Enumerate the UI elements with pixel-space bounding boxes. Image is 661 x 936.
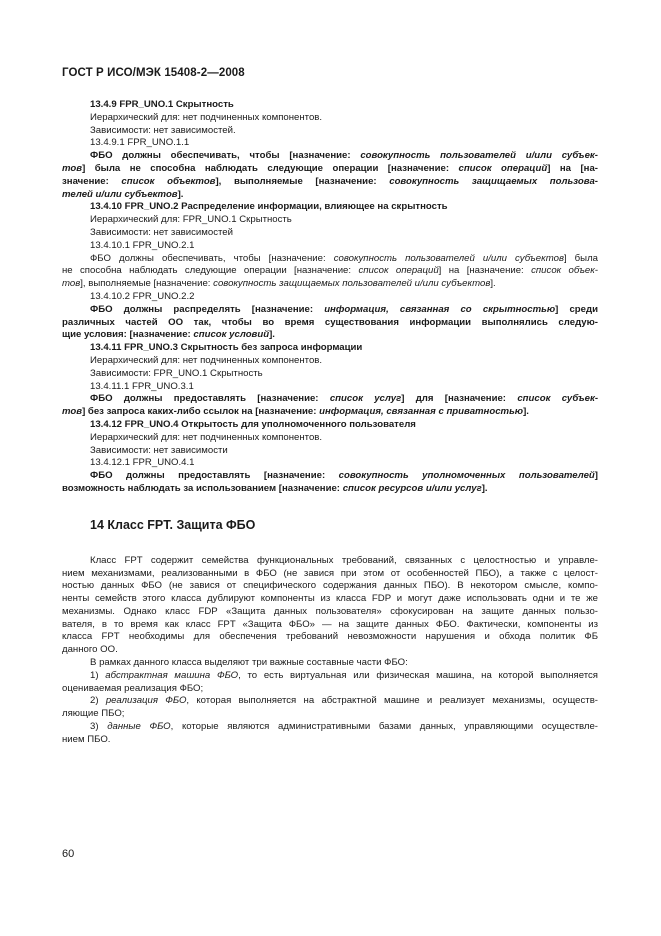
list-item: нием ПБО. [62, 733, 111, 745]
document-body [62, 99, 598, 747]
requirement-text: телей и/или субъектов]. [62, 188, 184, 200]
requirement-text: щие условия: [назначение: список условий]. [62, 329, 275, 341]
list-item: оцениваемая реализация ФБО; [62, 682, 204, 694]
requirement-text: значение: список объектов], выполняемые [назначение: совокупность защищаемых пользова- [62, 175, 598, 187]
dependencies-line: Зависимости: нет зависимости [90, 444, 228, 456]
hierarchy-line: Иерархический для: нет подчиненных компонентов. [90, 431, 323, 443]
element-id: 13.4.11.1 FPR_UNO.3.1 [90, 380, 194, 392]
requirement-text: ФБО должны обеспечивать, чтобы [назначение: совокупность пользователей и/или субъектов] была [90, 252, 599, 264]
hierarchy-line: Иерархический для: нет подчиненных компонентов. [90, 111, 323, 123]
paragraph-line: ненты семейств этого класса дублируют компоненты из класса FDP и могут даже использовать одни и те же [62, 593, 598, 605]
component-heading: 13.4.10 FPR_UNO.2 Распределение информации, влияющее на скрытность [90, 201, 448, 213]
requirement-text: тов], выполняемые [назначение: совокупность защищаемых пользователей и/или субъектов]. [62, 278, 496, 290]
component-heading: 13.4.9 FPR_UNO.1 Скрытность [90, 99, 234, 110]
paragraph-line: В рамках данного класса выделяют три важные составные части ФБО: [90, 657, 408, 669]
list-item: 3) данные ФБО, которые являются административными базами данных, управляющими осуществле- [90, 721, 598, 733]
list-item: ляющие ПБО; [62, 708, 125, 720]
paragraph-line: класса FPT необходимы для обеспечения требований невозможности нарушения и обхода политик ФБ [62, 631, 598, 643]
list-item: 1) абстрактная машина ФБО, то есть виртуальная или физическая машина, на которой выполняется [90, 669, 598, 681]
requirement-text: ФБО должны предоставлять [назначение: совокупность уполномоченных пользователей] [90, 470, 598, 482]
requirement-text: тов] без запроса каких-либо ссылок на [назначение: информация, связанная с приватностью]. [62, 406, 529, 418]
dependencies-line: Зависимости: нет зависимостей [90, 226, 233, 238]
hierarchy-line: Иерархический для: нет подчиненных компонентов. [90, 354, 323, 366]
requirement-text: ФБО должны распределять [назначение: информация, связанная со скрытностью] среди [90, 303, 598, 315]
paragraph-line: нием механизмами, реализованными в ФБО (не завися при этом от особенностей ПБО), а также с целост- [62, 567, 598, 579]
paragraph-line: механизмы. Однако класс FDP «Защита данных пользователя» сфокусирован на защите данных пользо- [62, 605, 598, 617]
requirement-text: возможность наблюдать за использованием [назначение: список ресурсов и/или услуг]. [62, 482, 488, 494]
paragraph-line: ностью данных ФБО (не завися от специфического содержания данных ПБО). В некотором смысле, компо- [62, 580, 598, 592]
element-id: 13.4.9.1 FPR_UNO.1.1 [90, 137, 190, 149]
page-header: ГОСТ Р ИСО/МЭК 15408-2—2008 [62, 67, 245, 79]
component-heading: 13.4.12 FPR_UNO.4 Открытость для уполномоченного пользователя [90, 418, 416, 430]
requirement-text: различных частей ОО так, чтобы во время существования информации выполнялись следую- [62, 316, 598, 328]
requirement-text: ФБО должны предоставлять [назначение: список услуг] для [назначение: список субъек- [90, 393, 599, 405]
paragraph-line: данного ОО. [62, 644, 118, 656]
paragraph-line: вателя, в то время как класс FPT «Защита ФБО» — на защите данных ФБО. Фактически, компоненты из [62, 618, 598, 630]
section-title: 14 Класс FPT. Защита ФБО [90, 517, 256, 532]
paragraph-line: Класс FPT содержит семейства функциональных требований, связанных с целостностью и управле- [90, 554, 598, 566]
element-id: 13.4.12.1 FPR_UNO.4.1 [90, 457, 195, 469]
component-heading: 13.4.11 FPR_UNO.3 Скрытность без запроса информации [90, 342, 363, 354]
requirement-text: не способна наблюдать следующие операции [назначение: список операций] на [назначение: список объек- [62, 265, 598, 277]
requirement-text: тов] была не способна наблюдать следующие операции [назначение: список операций] на [на- [62, 162, 598, 174]
element-id: 13.4.10.1 FPR_UNO.2.1 [90, 239, 195, 251]
dependencies-line: Зависимости: FPR_UNO.1 Скрытность [90, 367, 263, 379]
requirement-text: ФБО должны обеспечивать, чтобы [назначение: совокупность пользователей и/или субъек- [90, 150, 598, 162]
list-item: 2) реализация ФБО, которая выполняется на абстрактной машине и реализует механизмы, осуществ- [90, 695, 598, 707]
page-number: 60 [62, 848, 75, 860]
hierarchy-line: Иерархический для: FPR_UNO.1 Скрытность [90, 214, 292, 226]
element-id: 13.4.10.2 FPR_UNO.2.2 [90, 290, 195, 302]
dependencies-line: Зависимости: нет зависимостей. [90, 124, 236, 136]
